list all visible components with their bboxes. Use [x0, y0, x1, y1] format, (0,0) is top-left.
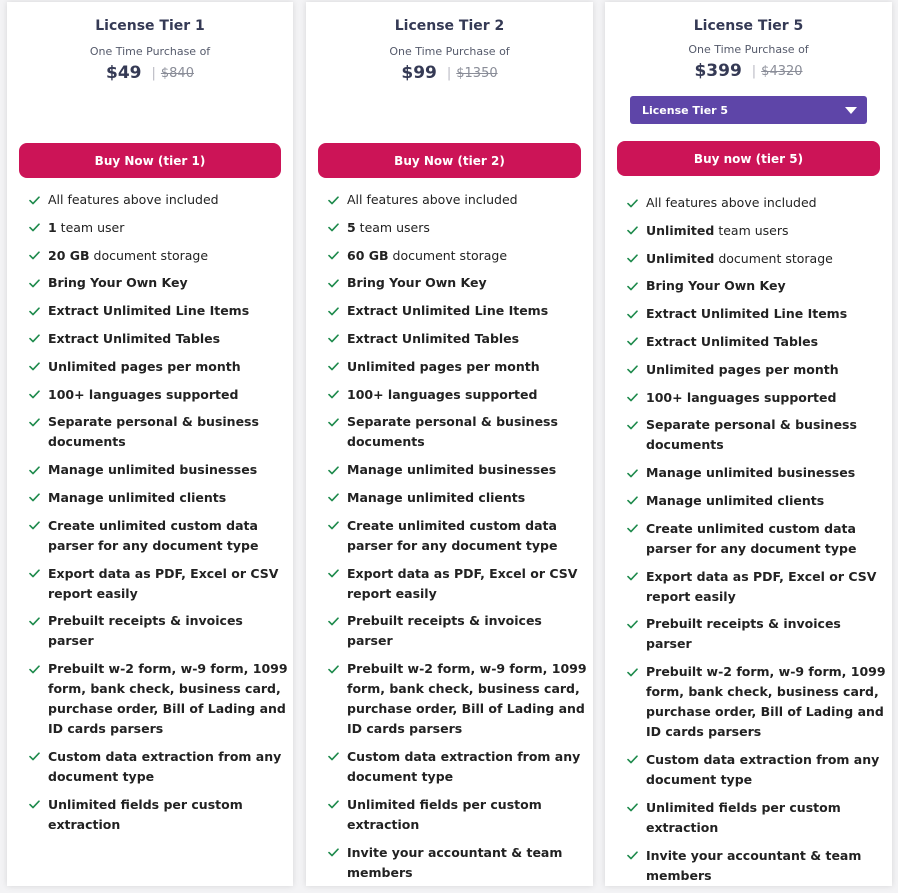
feature-regular-text: document storage — [714, 250, 833, 266]
price-divider: | — [446, 65, 452, 81]
feature-text — [48, 611, 289, 651]
feature-text — [347, 190, 589, 210]
feature-item — [29, 273, 289, 293]
price-divider: | — [751, 63, 757, 79]
feature-bold-text: 100+ languages supported — [646, 389, 837, 405]
checkmark-icon — [29, 747, 40, 767]
buy-now-button-tier-5[interactable]: Buy now (tier 5) — [617, 141, 880, 176]
feature-bold-text: Extract Unlimited Tables — [48, 330, 221, 346]
checkmark-icon — [627, 491, 638, 511]
feature-bold-text: Unlimited pages per month — [48, 358, 241, 374]
feature-item — [29, 412, 289, 452]
feature-text — [347, 564, 589, 604]
feature-bold-text: Separate personal & business documents — [48, 414, 259, 450]
pricing-card-tier-5 — [605, 2, 892, 886]
checkmark-icon — [29, 329, 40, 349]
feature-text — [646, 388, 888, 408]
feature-item — [328, 329, 589, 349]
checkmark-icon — [627, 567, 638, 587]
feature-text — [48, 488, 289, 508]
feature-item — [328, 246, 589, 266]
feature-item — [627, 249, 888, 269]
feature-item — [29, 357, 289, 377]
feature-bold-text: Unlimited fields per custom extraction — [48, 796, 243, 832]
checkmark-icon — [29, 218, 40, 238]
feature-bold-text: Prebuilt receipts & invoices parser — [48, 613, 243, 649]
feature-bold-text: Prebuilt w-2 form, w-9 form, 1099 form, bank check, business card, purchase order, Bill of Lading and ID cards parsers — [48, 661, 288, 737]
feature-text — [646, 249, 888, 269]
feature-bold-text: 1 — [48, 219, 57, 235]
checkmark-icon — [328, 488, 339, 508]
feature-item — [29, 747, 289, 787]
feature-text — [347, 329, 589, 349]
feature-bold-text: Prebuilt w-2 form, w-9 form, 1099 form, bank check, business card, purchase order, Bill of Lading and ID cards parsers — [646, 664, 886, 740]
feature-text — [646, 332, 888, 352]
checkmark-icon — [328, 843, 339, 863]
feature-text — [347, 488, 589, 508]
feature-item — [29, 795, 289, 835]
feature-list — [328, 190, 589, 890]
feature-text — [48, 218, 289, 238]
current-price: $49 — [106, 63, 142, 83]
feature-regular-text: team users — [355, 219, 430, 235]
checkmark-icon — [29, 795, 40, 815]
tier-title: License Tier 5 — [693, 18, 804, 34]
checkmark-icon — [29, 564, 40, 584]
feature-item — [627, 221, 888, 241]
feature-item — [328, 190, 589, 210]
checkmark-icon — [328, 611, 339, 631]
feature-item — [328, 611, 589, 651]
price-row — [605, 59, 892, 83]
feature-list — [29, 190, 289, 843]
checkmark-icon — [328, 385, 339, 405]
checkmark-icon — [627, 750, 638, 770]
feature-item — [29, 460, 289, 480]
feature-bold-text: Manage unlimited businesses — [48, 462, 258, 478]
checkmark-icon — [627, 193, 638, 213]
feature-bold-text: Extract Unlimited Tables — [646, 333, 819, 349]
feature-text — [347, 357, 589, 377]
feature-text — [347, 795, 589, 835]
feature-regular-text: All features above included — [646, 195, 817, 210]
feature-bold-text: Bring Your Own Key — [646, 278, 786, 294]
feature-bold-text: Bring Your Own Key — [347, 275, 487, 291]
feature-text — [48, 385, 289, 405]
pricing-card-tier-2 — [306, 2, 593, 886]
feature-text — [347, 516, 589, 556]
checkmark-icon — [627, 662, 638, 682]
feature-text — [646, 750, 888, 790]
feature-text — [48, 412, 289, 452]
feature-regular-text: document storage — [388, 247, 508, 263]
feature-bold-text: Unlimited — [646, 222, 715, 238]
feature-text — [347, 301, 589, 321]
feature-text — [347, 611, 589, 651]
feature-text — [646, 463, 888, 483]
feature-item — [328, 412, 589, 452]
feature-bold-text: Invite your accountant & team members — [347, 844, 563, 880]
feature-bold-text: Extract Unlimited Line Items — [347, 303, 549, 319]
feature-text — [48, 460, 289, 480]
feature-bold-text: Unlimited — [646, 250, 715, 266]
feature-bold-text: 100+ languages supported — [347, 386, 538, 402]
checkmark-icon — [29, 516, 40, 536]
feature-regular-text: All features above included — [347, 192, 518, 207]
feature-regular-text: team user — [56, 219, 125, 235]
price-divider: | — [151, 65, 156, 81]
checkmark-icon — [29, 190, 40, 210]
feature-text — [646, 304, 888, 324]
checkmark-icon — [328, 246, 339, 266]
feature-text — [347, 273, 589, 293]
checkmark-icon — [29, 301, 40, 321]
feature-text — [646, 360, 888, 380]
feature-item — [627, 567, 888, 607]
feature-bold-text: Custom data extraction from any document type — [48, 748, 282, 784]
checkmark-icon — [328, 516, 339, 536]
checkmark-icon — [328, 218, 339, 238]
current-price: $99 — [401, 63, 437, 83]
feature-item — [29, 611, 289, 651]
checkmark-icon — [328, 747, 339, 767]
original-price: $840 — [160, 65, 194, 81]
checkmark-icon — [29, 460, 40, 480]
feature-item — [328, 218, 589, 238]
feature-text — [347, 747, 589, 787]
feature-bold-text: 20 GB — [48, 247, 90, 263]
checkmark-icon — [627, 463, 638, 483]
feature-bold-text: Manage unlimited clients — [646, 492, 825, 508]
feature-text — [48, 329, 289, 349]
feature-text — [646, 491, 888, 511]
price-caption: One Time Purchase of — [89, 45, 211, 58]
feature-text — [48, 564, 289, 604]
feature-text — [347, 218, 589, 238]
feature-text — [48, 795, 289, 835]
checkmark-icon — [328, 190, 339, 210]
feature-text — [48, 659, 289, 739]
feature-text — [347, 460, 589, 480]
feature-bold-text: Custom data extraction from any document type — [646, 751, 880, 787]
checkmark-icon — [627, 332, 638, 352]
feature-text — [48, 301, 289, 321]
feature-bold-text: 5 — [347, 219, 356, 235]
feature-bold-text: Unlimited fields per custom extraction — [646, 799, 841, 835]
feature-item — [29, 246, 289, 266]
feature-bold-text: Extract Unlimited Tables — [347, 330, 520, 346]
checkmark-icon — [627, 304, 638, 324]
feature-bold-text: Manage unlimited clients — [347, 489, 526, 505]
feature-bold-text: Manage unlimited clients — [48, 489, 227, 505]
feature-text — [646, 567, 888, 607]
buy-now-button-tier-1[interactable]: Buy Now (tier 1) — [19, 143, 281, 178]
feature-item — [29, 301, 289, 321]
feature-item — [328, 385, 589, 405]
feature-text — [646, 415, 888, 455]
feature-item — [29, 659, 289, 739]
feature-regular-text: document storage — [89, 247, 209, 263]
feature-text — [48, 190, 289, 210]
feature-item — [29, 329, 289, 349]
buy-now-button-tier-2[interactable]: Buy Now (tier 2) — [318, 143, 581, 178]
feature-item — [627, 662, 888, 742]
feature-text — [646, 614, 888, 654]
price-caption: One Time Purchase of — [688, 43, 809, 56]
feature-item — [328, 488, 589, 508]
feature-bold-text: Create unlimited custom data parser for any document type — [347, 517, 558, 553]
checkmark-icon — [328, 564, 339, 584]
feature-item — [328, 460, 589, 480]
feature-bold-text: Prebuilt w-2 form, w-9 form, 1099 form, bank check, business card, purchase order, Bill of Lading and ID cards parsers — [347, 661, 587, 737]
checkmark-icon — [29, 385, 40, 405]
checkmark-icon — [328, 329, 339, 349]
checkmark-icon — [627, 614, 638, 634]
feature-item — [328, 843, 589, 883]
feature-item — [627, 750, 888, 790]
checkmark-icon — [328, 412, 339, 432]
original-price: $4320 — [761, 63, 803, 79]
feature-item — [627, 463, 888, 483]
feature-item — [627, 360, 888, 380]
feature-bold-text: Export data as PDF, Excel or CSV report easily — [347, 565, 578, 601]
feature-bold-text: Export data as PDF, Excel or CSV report easily — [646, 568, 877, 604]
feature-text — [646, 519, 888, 559]
checkmark-icon — [328, 460, 339, 480]
feature-item — [627, 614, 888, 654]
feature-item — [627, 519, 888, 559]
feature-regular-text: All features above included — [48, 192, 219, 207]
checkmark-icon — [29, 611, 40, 631]
checkmark-icon — [328, 357, 339, 377]
feature-text — [646, 846, 888, 886]
feature-item — [29, 190, 289, 210]
feature-bold-text: Prebuilt receipts & invoices parser — [347, 613, 542, 649]
feature-text — [48, 357, 289, 377]
checkmark-icon — [627, 276, 638, 296]
feature-item — [29, 385, 289, 405]
tier-title: License Tier 2 — [394, 18, 505, 34]
feature-text — [347, 385, 589, 405]
feature-text — [646, 276, 888, 296]
feature-text — [646, 798, 888, 838]
feature-item — [627, 304, 888, 324]
pricing-card-tier-1 — [7, 2, 293, 886]
feature-item — [328, 516, 589, 556]
feature-text — [48, 273, 289, 293]
feature-item — [627, 388, 888, 408]
feature-bold-text: Extract Unlimited Line Items — [646, 306, 848, 322]
feature-text — [347, 843, 589, 883]
checkmark-icon — [627, 249, 638, 269]
feature-bold-text: Unlimited pages per month — [347, 358, 540, 374]
checkmark-icon — [627, 360, 638, 380]
feature-item — [328, 301, 589, 321]
feature-text — [48, 516, 289, 556]
feature-text — [48, 747, 289, 787]
feature-bold-text: Custom data extraction from any document type — [347, 748, 581, 784]
tier-title: License Tier 1 — [95, 18, 205, 34]
feature-bold-text: Invite your accountant & team members — [646, 847, 862, 883]
feature-bold-text: Create unlimited custom data parser for any document type — [48, 517, 259, 553]
feature-bold-text: Create unlimited custom data parser for any document type — [646, 520, 857, 556]
feature-bold-text: Export data as PDF, Excel or CSV report easily — [48, 565, 279, 601]
feature-bold-text: Extract Unlimited Line Items — [48, 303, 250, 319]
feature-item — [29, 218, 289, 238]
tier-select-value: License Tier 5 — [642, 103, 729, 117]
feature-item — [29, 516, 289, 556]
checkmark-icon — [627, 519, 638, 539]
feature-item — [627, 193, 888, 213]
feature-item — [29, 564, 289, 604]
current-price: $399 — [694, 61, 742, 81]
feature-item — [328, 564, 589, 604]
feature-item — [627, 415, 888, 455]
feature-list — [627, 193, 888, 893]
feature-bold-text: Unlimited fields per custom extraction — [347, 796, 542, 832]
feature-item — [627, 276, 888, 296]
feature-text — [347, 246, 589, 266]
checkmark-icon — [29, 357, 40, 377]
feature-bold-text: Separate personal & business documents — [646, 417, 857, 453]
feature-item — [29, 488, 289, 508]
checkmark-icon — [627, 415, 638, 435]
feature-bold-text: 100+ languages supported — [48, 386, 239, 402]
feature-item — [328, 795, 589, 835]
checkmark-icon — [328, 273, 339, 293]
checkmark-icon — [627, 221, 638, 241]
checkmark-icon — [29, 412, 40, 432]
checkmark-icon — [328, 659, 339, 679]
checkmark-icon — [328, 795, 339, 815]
checkmark-icon — [29, 273, 40, 293]
price-row — [306, 61, 593, 85]
feature-text — [646, 662, 888, 742]
checkmark-icon — [29, 659, 40, 679]
feature-bold-text: Prebuilt receipts & invoices parser — [646, 616, 841, 652]
feature-text — [646, 221, 888, 241]
checkmark-icon — [29, 488, 40, 508]
price-caption: One Time Purchase of — [389, 45, 510, 58]
checkmark-icon — [627, 798, 638, 818]
feature-item — [328, 357, 589, 377]
tier-select-dropdown[interactable] — [630, 96, 867, 124]
feature-bold-text: Manage unlimited businesses — [347, 462, 557, 478]
feature-item — [627, 846, 888, 886]
feature-regular-text: team users — [714, 222, 789, 238]
checkmark-icon — [29, 246, 40, 266]
feature-text — [48, 246, 289, 266]
feature-item — [627, 491, 888, 511]
feature-item — [328, 659, 589, 739]
feature-bold-text: 60 GB — [347, 247, 389, 263]
feature-item — [627, 798, 888, 838]
feature-bold-text: Manage unlimited businesses — [646, 465, 856, 481]
feature-text — [347, 659, 589, 739]
feature-item — [328, 747, 589, 787]
feature-bold-text: Unlimited pages per month — [646, 361, 839, 377]
feature-item — [627, 332, 888, 352]
feature-text — [347, 412, 589, 452]
checkmark-icon — [627, 388, 638, 408]
feature-text — [646, 193, 888, 213]
caret-down-icon — [845, 107, 857, 114]
original-price: $1350 — [456, 65, 498, 81]
price-row — [7, 61, 293, 85]
feature-bold-text: Separate personal & business documents — [347, 414, 558, 450]
checkmark-icon — [328, 301, 339, 321]
feature-bold-text: Bring Your Own Key — [48, 275, 188, 291]
feature-item — [328, 273, 589, 293]
checkmark-icon — [627, 846, 638, 866]
